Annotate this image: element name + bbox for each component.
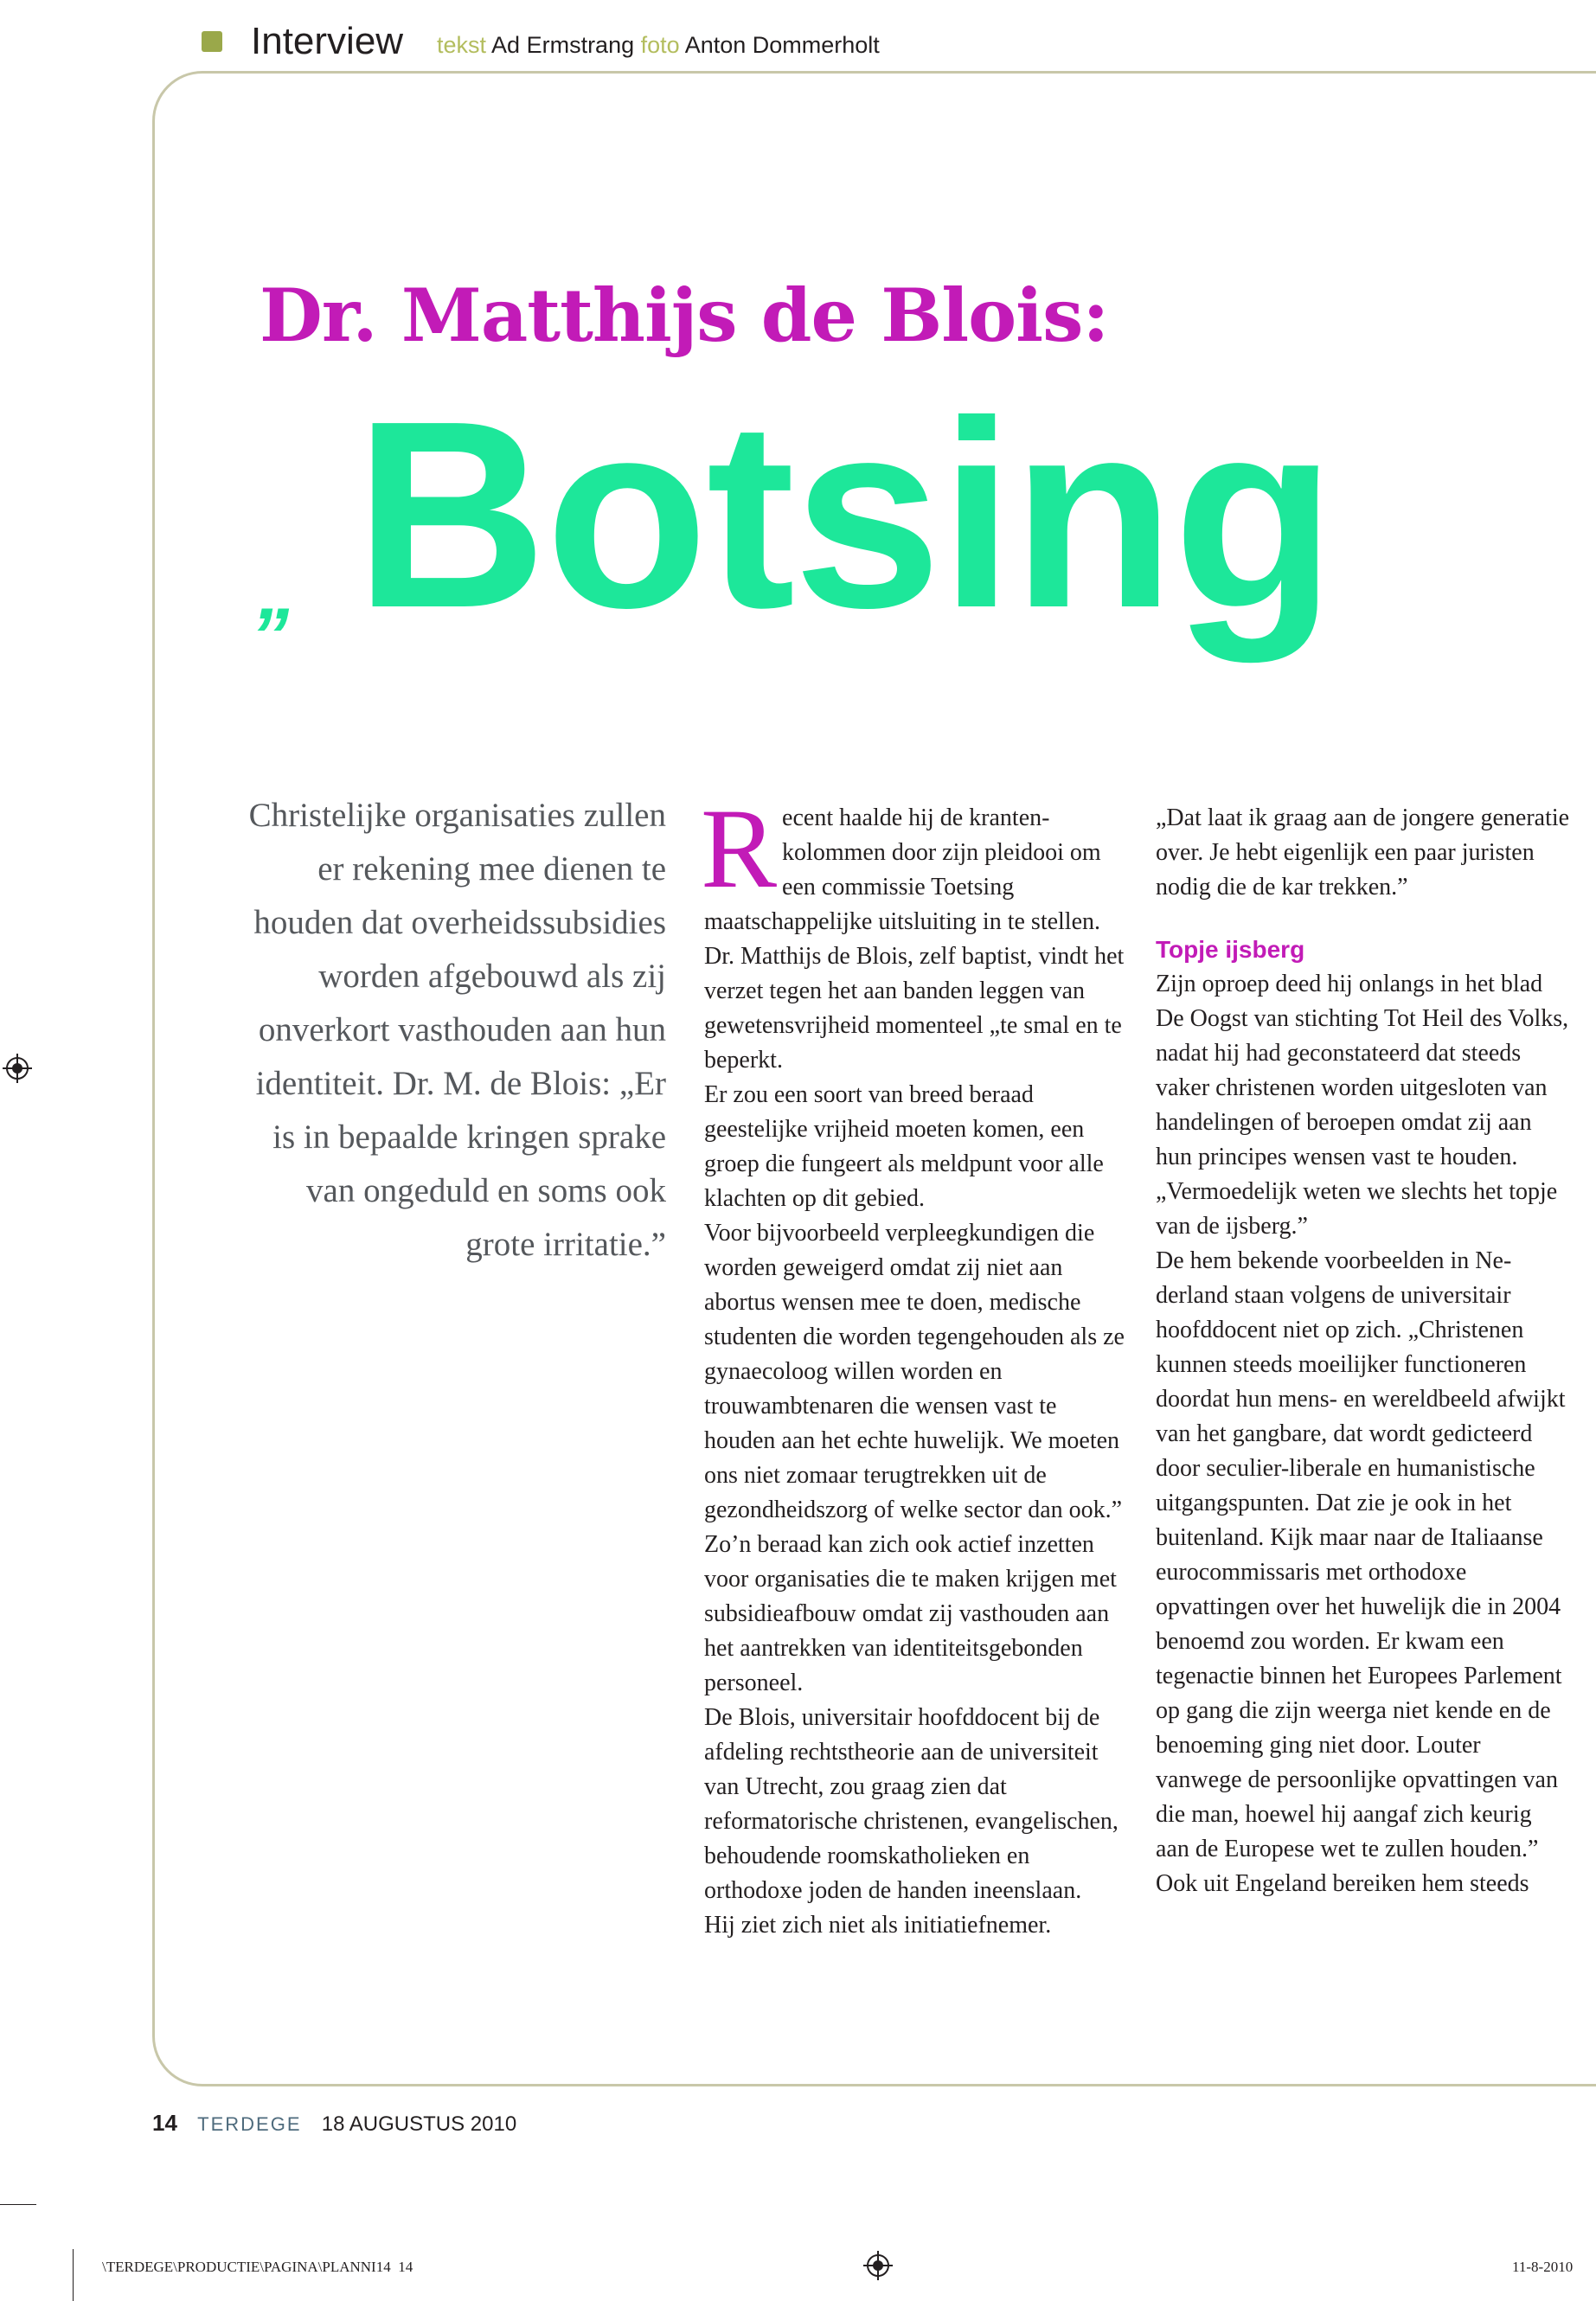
paragraph-7: „Dat laat ik graag aan de jongere generatie over. Je hebt eigenlijk een paar juristen nodig die de kar trekken.” — [1156, 804, 1570, 901]
paragraph-1 — [701, 785, 1128, 1078]
drop-cap: R — [701, 785, 778, 912]
author-name: Ad Ermstrang — [491, 32, 635, 58]
subheading: Topje ijsberg — [1156, 936, 1305, 963]
lead-paragraph — [234, 789, 666, 1272]
paragraph-5: De Blois, universitair hoofddocent bij de afdeling rechtstheorie aan de universiteit van Utrecht, zou graag zien dat reformatorische christenen, evangelischen, behoudende roomskatholieken en orthodoxe joden de handen ineenslaan. — [704, 1704, 1118, 1904]
photographer-name: Anton Dommerholt — [684, 32, 880, 58]
headline-open-quote: „ — [258, 549, 297, 636]
slug-line — [102, 2258, 413, 2277]
registration-mark-icon — [3, 1054, 32, 1083]
body-column-1 — [701, 785, 1128, 1943]
paragraph-2: Er zou een soort van breed beraad geestelijke vrijheid moeten komen, een groep die fungeert als meldpunt voor alle klachten op dit gebied. — [704, 1081, 1104, 1212]
paragraph-1-text: ecent haalde hij de krantenkolommen door zijn pleidooi om een commissie Toetsing maatschappelijke uitsluiting in te stellen. Dr. Matthijs de Blois, zelf baptist, vindt het verzet tegen het aan banden leggen van gewetensvrijheid momenteel „te smal en te beperkt. — [704, 804, 1125, 1074]
section-marker-square — [202, 31, 222, 52]
magazine-name: TERDEGE — [197, 2113, 302, 2135]
body-column-2 — [1156, 801, 1571, 1901]
page-number: 14 — [152, 2110, 177, 2136]
slug-path: \TERDEGE\PRODUCTIE\PAGINA\PLANNI14 — [102, 2259, 391, 2275]
issue-date: 18 AUGUSTUS 2010 — [321, 2112, 517, 2136]
slug-date: 11-8-2010 — [1512, 2259, 1574, 2275]
headline-kicker: Dr. Matthijs de Blois: — [260, 272, 1109, 358]
slug-page: 14 — [398, 2259, 413, 2275]
section-label: Interview — [251, 20, 404, 62]
credits-line — [437, 29, 880, 61]
paragraph-9: De hem bekende voorbeelden in Nederland staan volgens de universitair hoofddocent niet op zich. „Christenen kunnen steeds moeilijker functioneren doordat hun mens- en wereldbeeld afwijkt van het gangbare, dat wordt gedicteerd door seculier-liberale en humanistische uitgangspunten. Dat zie je ook in het buitenland. Kijk maar naar de Italiaanse eurocommissaris met orthodoxe opvattingen over het huwelijk die in 2004 benoemd zou worden. Er kwam een tegenactie binnen het Europees Parlement op gang die zijn weerga niet kende en de benoeming ging niet door. Louter vanwege de persoonlijke opvattingen van die man, hoewel hij aangaf zich keurig aan de Europese wet te zullen houden.” Ook uit Engeland bereiken hem steeds — [1156, 1247, 1566, 1897]
paragraph-3: Voor bijvoorbeeld verpleegkundigen die worden geweigerd omdat zij niet aan abortus wensen mee te doen, medische studenten die worden tegengehouden als ze gynaecoloog willen worden en trouwambtenaren die wensen vast te houden aan het echte huwelijk. We moeten ons niet zomaar terugtrekken uit de gezondheidszorg of welke sector dan ook.” — [704, 1220, 1125, 1523]
crop-mark — [0, 2204, 36, 2205]
lead-text: Christelijke organisaties zullen er rekening mee dienen te houden dat overheidssubsidies worden afgebouwd als zij onverkort vasthouden aan hun identiteit. Dr. M. de Blois: „Er is in bepaalde kringen sprake van ongeduld en soms ook grote irritatie.” — [248, 797, 666, 1263]
paragraph-4: Zo’n beraad kan zich ook actief inzetten voor organisaties die te maken krijgen met subsidieafbouw omdat zij vasthouden aan het aantrekken van identiteitsgebonden personeel. — [704, 1531, 1117, 1696]
paragraph-6: Hij ziet zich niet als initiatiefnemer. — [704, 1912, 1052, 1939]
headline-title: Botsing — [355, 366, 1335, 663]
page-folio — [152, 2107, 516, 2140]
photo-credit-label: foto — [640, 32, 680, 58]
text-credit-label: tekst — [437, 32, 487, 58]
registration-mark-icon — [863, 2251, 893, 2280]
paragraph-8: Zijn oproep deed hij onlangs in het blad De Oogst van stichting Tot Heil des Volks, nadat hij had geconstateerd dat steeds vaker christenen worden uitgesloten van handelingen of beroepen omdat zij aan hun principes wensen vast te houden. „Vermoedelijk weten we slechts het topje van de ijsberg.” — [1156, 971, 1569, 1240]
crop-mark — [73, 2249, 74, 2301]
